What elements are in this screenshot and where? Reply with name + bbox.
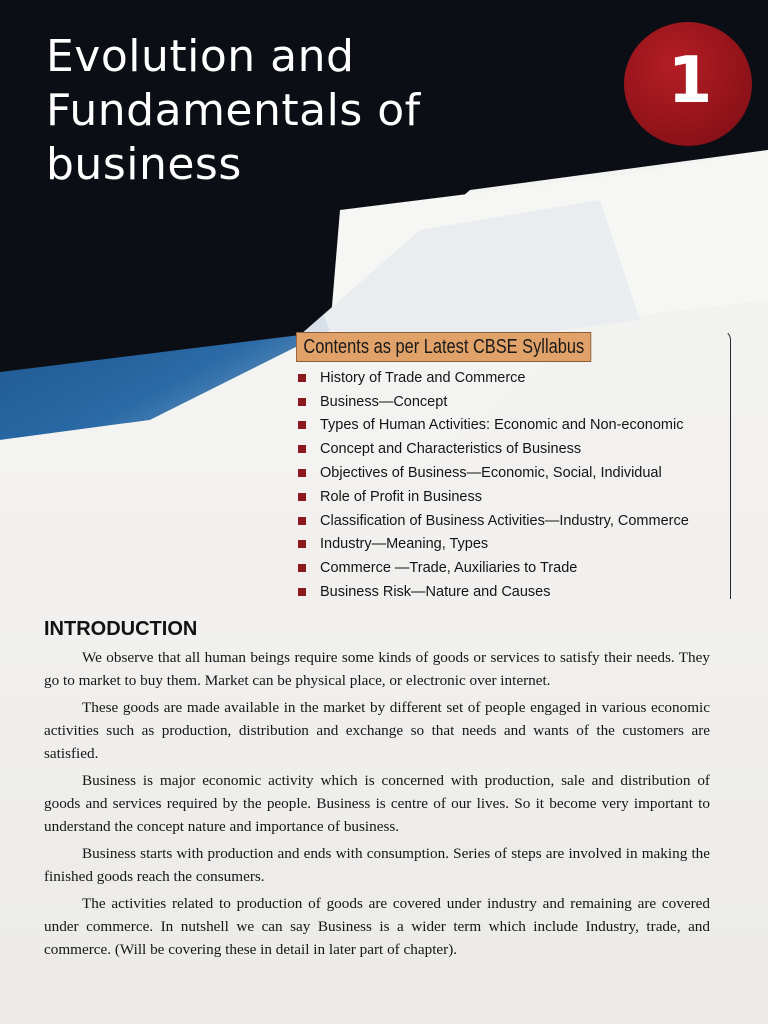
- contents-item-label: Industry—Meaning, Types: [320, 536, 489, 553]
- chapter-title-line: Evolution and: [46, 31, 355, 82]
- contents-item-label: History of Trade and Commerce: [320, 369, 526, 386]
- contents-item-label: Objectives of Business—Economic, Social, Individual: [320, 465, 662, 482]
- contents-item: [298, 509, 689, 533]
- contents-item: [298, 437, 689, 461]
- contents-item-label: Commerce —Trade, Auxiliaries to Trade: [320, 560, 578, 577]
- introduction-paragraph: Business starts with production and ends with consumption. Series of steps are involved in making the finished goods reach the consumers.: [44, 845, 710, 885]
- chapter-title: [46, 30, 566, 192]
- contents-item-label: Types of Human Activities: Economic and Non-economic: [320, 417, 684, 434]
- chapter-number-badge: [624, 22, 752, 146]
- contents-heading: Contents as per Latest CBSE Syllabus: [296, 332, 592, 362]
- chapter-title-line: Fundamentals of: [46, 85, 421, 136]
- square-bullet-icon: [298, 469, 306, 477]
- square-bullet-icon: [298, 493, 306, 501]
- square-bullet-icon: [298, 374, 306, 382]
- contents-item-label: Classification of Business Activities—Industry, Commerce: [320, 512, 689, 529]
- contents-item-label: Business Risk—Nature and Causes: [320, 584, 551, 601]
- contents-item: [298, 580, 689, 604]
- square-bullet-icon: [298, 564, 306, 572]
- square-bullet-icon: [298, 445, 306, 453]
- contents-item: [298, 533, 689, 557]
- introduction-paragraph: Business is major economic activity which is concerned with production, sale and distribution of goods and services required by the people. Business is centre of our lives. So it become very important to understand the concept nature and importance of business.: [44, 772, 710, 835]
- chapter-title-line: business: [46, 139, 242, 190]
- introduction-paragraph: These goods are made available in the market by different set of people engaged in various economic activities such as production, distribution and exchange so that needs and wants of the customers are satisfied.: [44, 699, 710, 762]
- square-bullet-icon: [298, 517, 306, 525]
- square-bullet-icon: [298, 540, 306, 548]
- contents-item: [298, 485, 689, 509]
- square-bullet-icon: [298, 421, 306, 429]
- introduction-heading: INTRODUCTION: [44, 618, 198, 640]
- contents-item: [298, 556, 689, 580]
- contents-item: [298, 461, 689, 485]
- square-bullet-icon: [298, 398, 306, 406]
- chapter-number: 1: [667, 44, 713, 118]
- contents-item: [298, 390, 689, 414]
- contents-item-label: Concept and Characteristics of Business: [320, 441, 582, 458]
- introduction-paragraph: The activities related to production of goods are covered under industry and remaining are covered under commerce. In nutshell we can say Business is a wider term which include Industry, trade, and commerce. (Will be covering these in detail in later part of chapter).: [44, 895, 710, 958]
- introduction-body: [44, 646, 710, 965]
- square-bullet-icon: [298, 588, 306, 596]
- contents-item: [298, 414, 689, 438]
- introduction-paragraph: We observe that all human beings require some kinds of goods or services to satisfy their needs. They go to market to buy them. Market can be physical place, or electronic over internet.: [44, 649, 710, 689]
- contents-list: [298, 366, 689, 604]
- contents-item-label: Role of Profit in Business: [320, 488, 482, 505]
- contents-item-label: Business—Concept: [320, 393, 448, 410]
- contents-item: [298, 366, 689, 390]
